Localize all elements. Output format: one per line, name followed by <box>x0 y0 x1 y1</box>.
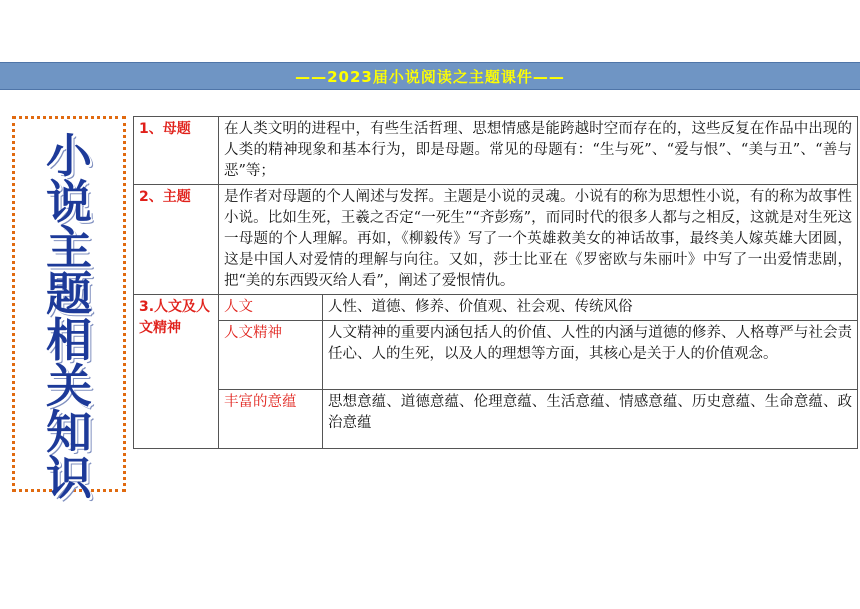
knowledge-table <box>133 116 858 449</box>
humanities-term: 人文 <box>219 295 323 321</box>
header-bar <box>0 62 860 90</box>
humanities-content: 人性、道德、修养、价值观、社会观、传统风俗 <box>323 295 858 321</box>
side-title-char: 主 <box>46 221 92 275</box>
table-row-theme <box>134 185 858 295</box>
table-row-implications <box>134 390 858 449</box>
side-title-char: 识 <box>46 451 92 505</box>
motif-label: 1、母题 <box>134 117 219 185</box>
humanistic-spirit-term: 人文精神 <box>219 321 323 390</box>
side-title-char: 相 <box>46 313 92 367</box>
humanistic-spirit-content: 人文精神的重要内涵包括人的价值、人性的内涵与道德的修养、人格尊严与社会责任心、人的生死，以及人的理想等方面，其核心是关于人的价值观念。 <box>323 321 858 390</box>
table-row-humanistic-spirit <box>134 321 858 390</box>
side-title-char: 关 <box>46 359 92 413</box>
motif-content: 在人类文明的进程中，有些生活哲理、思想情感是能跨越时空而存在的，这些反复在作品中出现的人类的精神现象和基本行为，即是母题。常见的母题有：“生与死”、“爱与恨”、“美与丑”、“善与恶”等； <box>219 117 858 185</box>
side-title-char: 小 <box>46 129 92 183</box>
table-row-humanities <box>134 295 858 321</box>
side-title-char: 说 <box>46 175 92 229</box>
theme-label: 2、主题 <box>134 185 219 295</box>
table-row-motif <box>134 117 858 185</box>
implications-content: 思想意蕴、道德意蕴、伦理意蕴、生活意蕴、情感意蕴、历史意蕴、生命意蕴、政治意蕴 <box>323 390 858 449</box>
implications-term: 丰富的意蕴 <box>219 390 323 449</box>
humanities-label: 3.人文及人文精神 <box>134 295 219 449</box>
side-title-char: 知 <box>46 405 92 459</box>
side-title-box <box>12 116 126 505</box>
side-title-char: 题 <box>46 267 92 321</box>
header-title: ——2023届小说阅读之主题课件—— <box>295 67 565 86</box>
theme-content: 是作者对母题的个人阐述与发挥。主题是小说的灵魂。小说有的称为思想性小说，有的称为故事性小说。比如生死，王羲之否定“一死生”“齐彭殇”，而同时代的很多人都与之相反，这就是对生死这一母题的个人理解。再如，《柳毅传》写了一个英雄救美女的神话故事，最终美人嫁英雄大团圆，这是中国人对爱情的理解与向往。又如，莎士比亚在《罗密欧与朱丽叶》中写了一出爱情悲剧，把“美的东西毁灭给人看”，阐述了爱恨情仇。 <box>219 185 858 295</box>
